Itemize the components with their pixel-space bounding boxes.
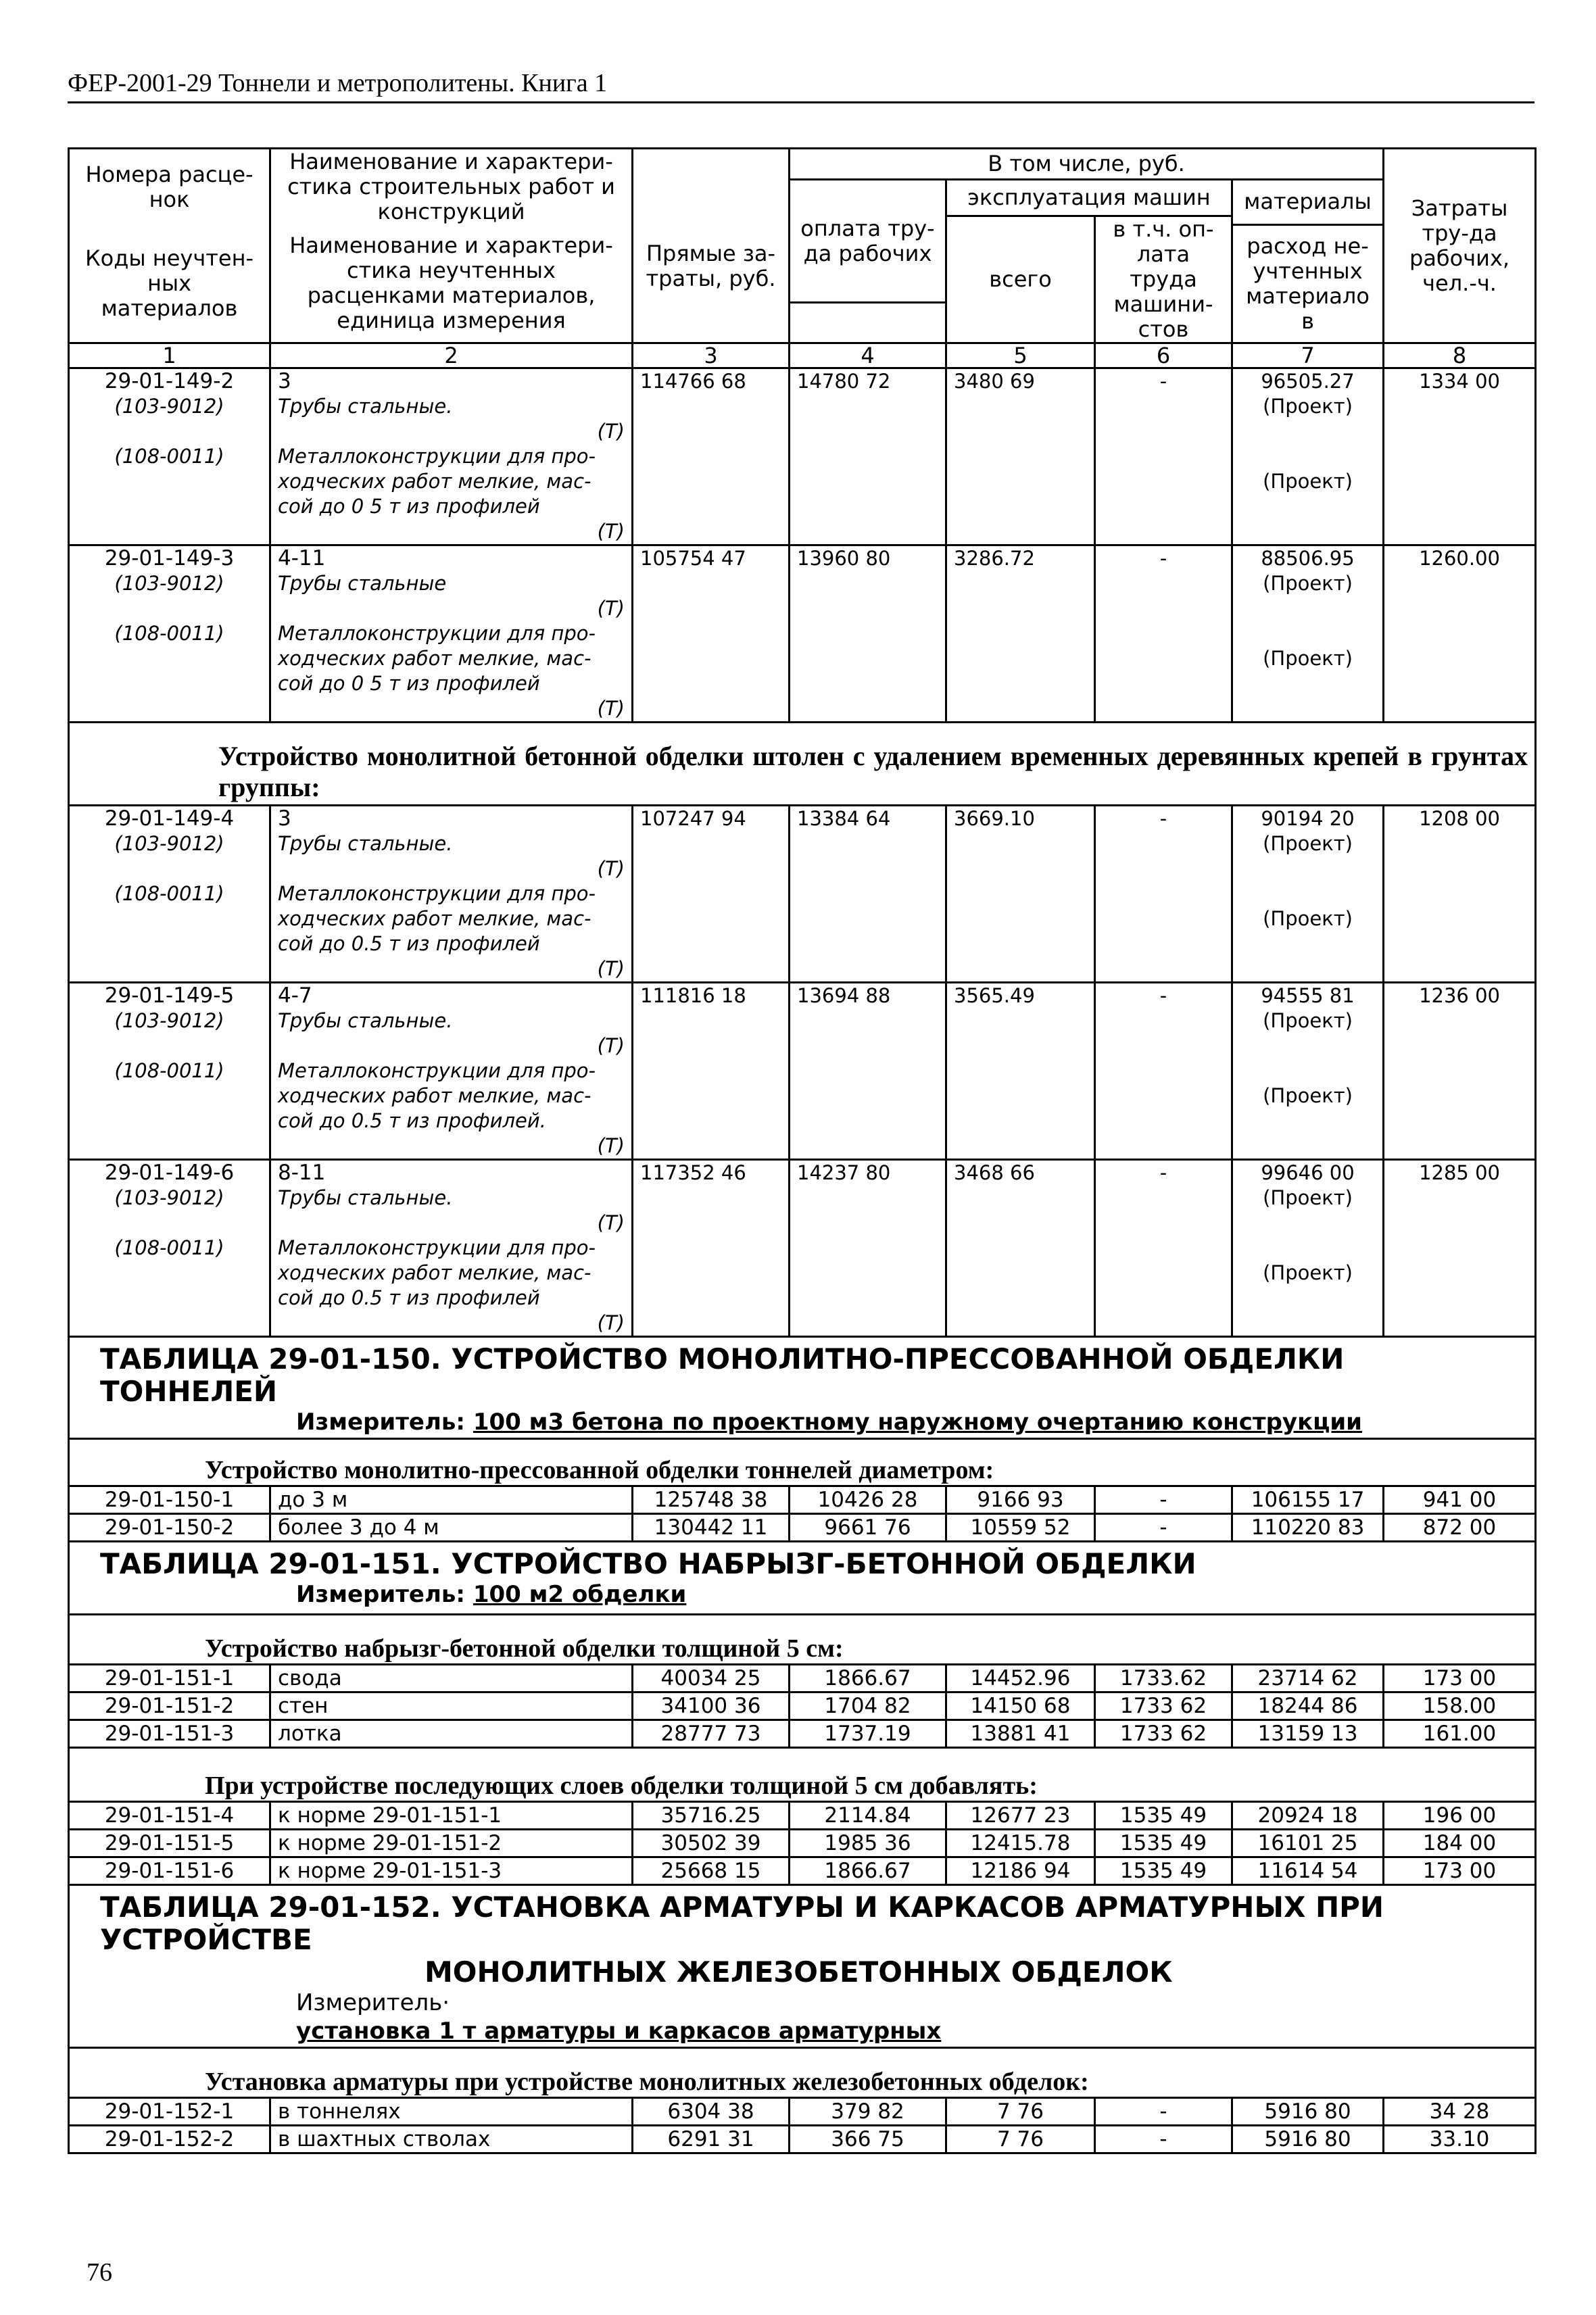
material-unit: (Т)	[597, 857, 625, 881]
machinist-pay: 1535 49	[1095, 1802, 1232, 1830]
labor-hours: 872 00	[1384, 1514, 1536, 1542]
colnum-6: 6	[1095, 343, 1232, 368]
header-group: В том числе, руб.	[790, 149, 1384, 180]
materials-value: 88506.95	[1261, 547, 1355, 570]
running-head: ФЕР-2001-29 Тоннели и метрополитены. Книга 1	[68, 68, 1534, 103]
machines-total: 3286.72	[946, 545, 1095, 723]
rate-code: 29-01-149-2	[104, 369, 235, 394]
material-code: (103-9012)	[114, 832, 224, 856]
table-row	[69, 2098, 1536, 2126]
materials-value: 94555 81	[1261, 984, 1355, 1008]
machinist-pay: -	[1095, 545, 1232, 723]
section-heading: Устройство монолитно-прессованной обделки тоннелей диаметром:	[69, 1439, 1536, 1486]
direct-costs: 35716.25	[633, 1802, 790, 1830]
direct-costs: 105754 47	[633, 545, 790, 723]
material-project: (Проект)	[1263, 1084, 1353, 1108]
table-row	[69, 1514, 1536, 1542]
header-col1-top: Номера расце-нок	[69, 149, 270, 225]
rate-code: 29-01-151-4	[69, 1802, 270, 1830]
table-row	[69, 2126, 1536, 2153]
measure-value: установка 1 т арматуры и каркасов арматурных	[296, 2018, 942, 2045]
labor-pay: 14237 80	[790, 1160, 946, 1337]
measure-value: 100 м3 бетона по проектному наружному очертанию конструкции	[473, 1409, 1363, 1436]
labor-pay: 9661 76	[790, 1514, 946, 1542]
colnum-4: 4	[790, 343, 946, 368]
rate-name: к норме 29-01-151-1	[270, 1802, 633, 1830]
rate-code: 29-01-151-5	[69, 1830, 270, 1857]
material-code: (103-9012)	[114, 572, 224, 595]
rate-code: 29-01-149-6	[104, 1161, 235, 1186]
header-col7: расход не-учтенных материалов	[1232, 224, 1384, 343]
material-unit: (Т)	[597, 1034, 625, 1058]
labor-pay: 366 75	[790, 2126, 946, 2153]
labor-pay: 1737.19	[790, 1720, 946, 1748]
material-project: (Проект)	[1263, 395, 1353, 418]
material-code: (108-0011)	[114, 445, 224, 468]
material-project: (Проект)	[1263, 470, 1353, 493]
machines-total: 3480 69	[946, 368, 1095, 545]
table-row	[69, 545, 1536, 723]
measure-value: 100 м2 обделки	[473, 1581, 687, 1609]
rate-code: 29-01-151-6	[69, 1857, 270, 1885]
table-row	[69, 983, 1536, 1160]
labor-hours: 173 00	[1384, 1665, 1536, 1692]
table-row	[69, 1857, 1536, 1885]
measure-label: Измеритель·	[296, 1989, 450, 2017]
material-unit: (Т)	[597, 597, 625, 620]
materials-value: 11614 54	[1232, 1857, 1384, 1885]
materials-value: 106155 17	[1232, 1486, 1384, 1514]
material-code: (103-9012)	[114, 1009, 224, 1033]
rate-code: 29-01-150-1	[69, 1486, 270, 1514]
machines-total: 10559 52	[946, 1514, 1095, 1542]
labor-pay: 1704 82	[790, 1692, 946, 1720]
direct-costs: 30502 39	[633, 1830, 790, 1857]
table-row	[69, 1802, 1536, 1830]
rate-name: до 3 м	[270, 1486, 633, 1514]
material-code: (108-0011)	[114, 1236, 224, 1260]
labor-hours: 1208 00	[1384, 806, 1536, 983]
direct-costs: 130442 11	[633, 1514, 790, 1542]
machines-total: 12186 94	[946, 1857, 1095, 1885]
machines-total: 3669.10	[946, 806, 1095, 983]
machinist-pay: -	[1095, 368, 1232, 545]
machinist-pay: 1535 49	[1095, 1857, 1232, 1885]
colnum-8: 8	[1384, 343, 1536, 368]
material-name: Трубы стальные.	[278, 832, 453, 856]
measure-label: Измеритель:	[296, 1409, 465, 1436]
material-project: (Проект)	[1263, 647, 1353, 671]
material-unit: (Т)	[597, 957, 625, 981]
header-col4: оплата тру-да рабочих	[790, 180, 946, 303]
rate-name: стен	[270, 1692, 633, 1720]
page-number: 76	[87, 2258, 112, 2287]
machinist-pay: 1535 49	[1095, 1830, 1232, 1857]
labor-hours: 1260.00	[1384, 545, 1536, 723]
material-name: Металлоконструкции для про-ходческих работ мелкие, мас-сой до 0.5 т из профилей.	[278, 1059, 596, 1133]
section-heading: Устройство набрызг-бетонной обделки толщиной 5 см:	[69, 1615, 1536, 1665]
materials-value: 5916 80	[1232, 2126, 1384, 2153]
materials-value: 110220 83	[1232, 1514, 1384, 1542]
labor-hours: 1236 00	[1384, 983, 1536, 1160]
labor-hours: 1285 00	[1384, 1160, 1536, 1337]
labor-pay: 379 82	[790, 2098, 946, 2126]
rate-name: 8-11	[278, 1161, 326, 1186]
machinist-pay: 1733 62	[1095, 1692, 1232, 1720]
machines-total: 3468 66	[946, 1160, 1095, 1337]
rate-code: 29-01-152-2	[69, 2126, 270, 2153]
colnum-3: 3	[633, 343, 790, 368]
header-machines: эксплуатация машин	[946, 180, 1232, 216]
material-name: Металлоконструкции для про-ходческих работ мелкие, мас-сой до 0 5 т из профилей	[278, 622, 596, 696]
measure-label: Измеритель:	[296, 1581, 465, 1609]
measure-line	[100, 1580, 1528, 1609]
section-heading: При устройстве последующих слоев обделки толщиной 5 см добавлять:	[69, 1748, 1536, 1802]
section-heading: Устройство монолитной бетонной обделки штолен с удалением временных деревянных крепей в грунтах группы:	[69, 723, 1536, 806]
materials-value: 20924 18	[1232, 1802, 1384, 1830]
material-code: (103-9012)	[114, 1186, 224, 1210]
material-unit: (Т)	[597, 1311, 625, 1335]
rate-name: в тоннелях	[270, 2098, 633, 2126]
direct-costs: 6304 38	[633, 2098, 790, 2126]
table-title: ТАБЛИЦА 29-01-151. УСТРОЙСТВО НАБРЫЗГ-БЕТОННОЙ ОБДЕЛКИ	[100, 1547, 1196, 1581]
colnum-5: 5	[946, 343, 1095, 368]
labor-hours: 161.00	[1384, 1720, 1536, 1748]
table-row	[69, 1486, 1536, 1514]
rate-name: лотка	[270, 1720, 633, 1748]
table-row	[69, 1830, 1536, 1857]
material-code: (108-0011)	[114, 622, 224, 645]
rate-name: к норме 29-01-151-2	[270, 1830, 633, 1857]
header-col8: Затраты тру-да рабочих, чел.-ч.	[1384, 149, 1536, 343]
rate-name: 4-11	[278, 546, 326, 571]
machines-total: 9166 93	[946, 1486, 1095, 1514]
table-row	[69, 1692, 1536, 1720]
machines-total: 7 76	[946, 2098, 1095, 2126]
material-unit: (Т)	[597, 520, 625, 543]
rate-name: в шахтных стволах	[270, 2126, 633, 2153]
material-project: (Проект)	[1263, 1261, 1353, 1285]
material-unit: (Т)	[597, 1134, 625, 1158]
colnum-7: 7	[1232, 343, 1384, 368]
table-title: ТАБЛИЦА 29-01-152. УСТАНОВКА АРМАТУРЫ И КАРКАСОВ АРМАТУРНЫХ ПРИ УСТРОЙСТВЕ	[100, 1891, 1384, 1957]
header-col3: Прямые за-траты, руб.	[633, 149, 790, 343]
material-name: Трубы стальные.	[278, 1009, 453, 1033]
machines-total: 12677 23	[946, 1802, 1095, 1830]
machinist-pay: -	[1095, 2126, 1232, 2153]
direct-costs: 40034 25	[633, 1665, 790, 1692]
materials-value: 96505.27	[1261, 370, 1355, 393]
direct-costs: 6291 31	[633, 2126, 790, 2153]
direct-costs: 25668 15	[633, 1857, 790, 1885]
machinist-pay: -	[1095, 1486, 1232, 1514]
labor-hours: 33.10	[1384, 2126, 1536, 2153]
materials-value: 23714 62	[1232, 1665, 1384, 1692]
direct-costs: 117352 46	[633, 1160, 790, 1337]
material-project: (Проект)	[1263, 1009, 1353, 1033]
labor-hours: 184 00	[1384, 1830, 1536, 1857]
labor-pay: 2114.84	[790, 1802, 946, 1830]
material-project: (Проект)	[1263, 832, 1353, 856]
labor-pay: 13384 64	[790, 806, 946, 983]
material-project: (Проект)	[1263, 572, 1353, 595]
material-name: Металлоконструкции для про-ходческих работ мелкие, мас-сой до 0.5 т из профилей	[278, 882, 596, 956]
colnum-1: 1	[69, 343, 270, 368]
rate-code: 29-01-151-3	[69, 1720, 270, 1748]
rate-code: 29-01-149-3	[104, 546, 235, 571]
materials-value: 5916 80	[1232, 2098, 1384, 2126]
price-table	[68, 147, 1537, 2154]
table-row	[69, 1720, 1536, 1748]
labor-hours: 158.00	[1384, 1692, 1536, 1720]
rate-name: более 3 до 4 м	[270, 1514, 633, 1542]
machines-total: 12415.78	[946, 1830, 1095, 1857]
measure-line	[100, 1408, 1528, 1436]
direct-costs: 111816 18	[633, 983, 790, 1160]
direct-costs: 34100 36	[633, 1692, 790, 1720]
rate-code: 29-01-151-2	[69, 1692, 270, 1720]
machinist-pay: 1733 62	[1095, 1720, 1232, 1748]
labor-hours: 941 00	[1384, 1486, 1536, 1514]
rate-code: 29-01-150-2	[69, 1514, 270, 1542]
table-row	[69, 368, 1536, 545]
materials-value: 90194 20	[1261, 807, 1355, 831]
material-code: (108-0011)	[114, 1059, 224, 1083]
machines-total: 13881 41	[946, 1720, 1095, 1748]
table-title: ТАБЛИЦА 29-01-150. УСТРОЙСТВО МОНОЛИТНО-ПРЕССОВАННОЙ ОБДЕЛКИ ТОННЕЛЕЙ	[100, 1342, 1345, 1409]
header-col2-top: Наименование и характери-стика строительных работ и конструкций	[270, 149, 633, 225]
labor-pay: 10426 28	[790, 1486, 946, 1514]
material-project: (Проект)	[1263, 907, 1353, 931]
material-project: (Проект)	[1263, 1186, 1353, 1210]
materials-value: 16101 25	[1232, 1830, 1384, 1857]
machinist-pay: -	[1095, 1514, 1232, 1542]
rate-name: к норме 29-01-151-3	[270, 1857, 633, 1885]
header-col1-bottom: Коды неучтен-ных материалов	[69, 224, 270, 343]
material-name: Трубы стальные.	[278, 395, 453, 418]
header-col5: всего	[946, 216, 1095, 343]
rate-code: 29-01-152-1	[69, 2098, 270, 2126]
header-materials: материалы	[1232, 180, 1384, 225]
materials-value: 18244 86	[1232, 1692, 1384, 1720]
material-code: (108-0011)	[114, 882, 224, 906]
material-unit: (Т)	[597, 420, 625, 443]
labor-hours: 34 28	[1384, 2098, 1536, 2126]
machinist-pay: -	[1095, 2098, 1232, 2126]
machinist-pay: -	[1095, 806, 1232, 983]
labor-hours: 196 00	[1384, 1802, 1536, 1830]
table-row	[69, 806, 1536, 983]
labor-pay: 13960 80	[790, 545, 946, 723]
machines-total: 14150 68	[946, 1692, 1095, 1720]
material-name: Трубы стальные.	[278, 1186, 453, 1210]
direct-costs: 125748 38	[633, 1486, 790, 1514]
direct-costs: 114766 68	[633, 368, 790, 545]
rate-code: 29-01-149-5	[104, 983, 235, 1008]
measure-line	[100, 1989, 1528, 2045]
rate-name: 4-7	[278, 983, 312, 1008]
header-col6: в т.ч. оп-лата труда машини-стов	[1095, 216, 1232, 343]
machinist-pay: -	[1095, 1160, 1232, 1337]
material-name: Трубы стальные	[278, 572, 447, 595]
labor-pay: 14780 72	[790, 368, 946, 545]
labor-hours: 1334 00	[1384, 368, 1536, 545]
materials-value: 13159 13	[1232, 1720, 1384, 1748]
machines-total: 3565.49	[946, 983, 1095, 1160]
machines-total: 14452.96	[946, 1665, 1095, 1692]
machinist-pay: -	[1095, 983, 1232, 1160]
rate-name: свода	[270, 1665, 633, 1692]
rate-name: 3	[278, 369, 291, 394]
rate-code: 29-01-151-1	[69, 1665, 270, 1692]
labor-pay: 1866.67	[790, 1857, 946, 1885]
material-unit: (Т)	[597, 1211, 625, 1235]
material-name: Металлоконструкции для про-ходческих работ мелкие, мас-сой до 0.5 т из профилей	[278, 1236, 596, 1310]
material-code: (103-9012)	[114, 395, 224, 418]
labor-pay: 13694 88	[790, 983, 946, 1160]
material-name: Металлоконструкции для про-ходческих работ мелкие, мас-сой до 0 5 т из профилей	[278, 445, 596, 518]
machinist-pay: 1733.62	[1095, 1665, 1232, 1692]
machines-total: 7 76	[946, 2126, 1095, 2153]
labor-hours: 173 00	[1384, 1857, 1536, 1885]
header-col2-bottom: Наименование и характери-стика неучтенных расценками материалов, единица измерения	[270, 224, 633, 343]
table-title-line2: МОНОЛИТНЫХ ЖЕЛЕЗОБЕТОННЫХ ОБДЕЛОК	[425, 1955, 1173, 1989]
table-row	[69, 1160, 1536, 1337]
labor-pay: 1985 36	[790, 1830, 946, 1857]
direct-costs: 28777 73	[633, 1720, 790, 1748]
labor-pay: 1866.67	[790, 1665, 946, 1692]
direct-costs: 107247 94	[633, 806, 790, 983]
section-heading: Установка арматуры при устройстве монолитных железобетонных обделок:	[69, 2048, 1536, 2098]
materials-value: 99646 00	[1261, 1161, 1355, 1185]
material-unit: (Т)	[597, 697, 625, 721]
colnum-2: 2	[270, 343, 633, 368]
table-row	[69, 1665, 1536, 1692]
rate-code: 29-01-149-4	[104, 806, 235, 831]
rate-name: 3	[278, 806, 291, 831]
